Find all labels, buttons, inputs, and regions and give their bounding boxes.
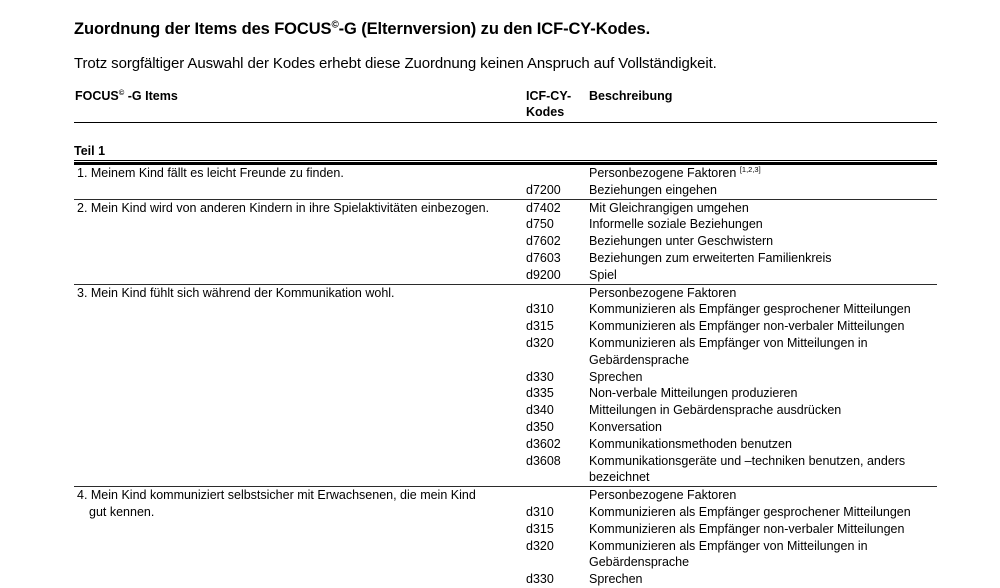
description-text: Personbezogene Faktoren (589, 285, 737, 300)
code-description (589, 385, 937, 402)
code-line (526, 402, 937, 419)
icf-code: d3602 (526, 436, 561, 451)
icf-code: d320 (526, 335, 554, 350)
code-lines (526, 200, 937, 284)
code-line (526, 216, 937, 233)
description-text: Sprechen (589, 369, 643, 384)
code-line (526, 233, 937, 250)
items-header-text: FOCUS (75, 89, 119, 103)
icf-code: d750 (526, 217, 554, 232)
code-description (589, 571, 937, 588)
title-text-continued: -G (Elternversion) zu den ICF-CY-Kodes. (338, 20, 651, 38)
description-text: Personbezogene Faktoren [1,2,3] (589, 164, 761, 180)
icf-code: d330 (526, 369, 554, 384)
code-line (526, 267, 937, 284)
icf-code: d310 (526, 504, 554, 519)
table-row (74, 487, 937, 588)
code-line (526, 521, 937, 538)
code-description (589, 200, 937, 217)
code-description (589, 250, 937, 267)
description-text: Mit Gleichrangigen umgehen (589, 200, 749, 215)
icf-code: d7602 (526, 234, 561, 249)
icf-code: d350 (526, 419, 554, 434)
code-line (526, 504, 937, 521)
description-text: Kommunikationsmethoden benutzen (589, 436, 792, 451)
code-description (589, 216, 937, 233)
code-description (589, 402, 937, 419)
column-header-codes: ICF-CY-Kodes (526, 89, 572, 119)
copyright-superscript: © (331, 19, 339, 31)
code-line (526, 285, 937, 302)
code-line (526, 436, 937, 453)
description-text: Kommunizieren als Empfänger von Mitteilungen in (589, 335, 868, 350)
description-text: Kommunizieren als Empfänger gesprochener Mitteilungen (589, 302, 911, 317)
code-description (589, 182, 937, 199)
icf-code: d340 (526, 403, 554, 418)
icf-code: d330 (526, 572, 554, 587)
icf-code: d3608 (526, 453, 561, 468)
page-subtitle: Trotz sorgfältiger Auswahl der Kodes erhebt diese Zuordnung keinen Anspruch auf Vollständigkeit. (74, 55, 717, 72)
code-line (526, 301, 937, 318)
code-line (526, 335, 937, 369)
code-description (589, 504, 937, 521)
code-description (589, 335, 937, 369)
code-line (526, 453, 937, 487)
code-lines (526, 165, 937, 199)
item-text: 4. Mein Kind kommuniziert selbstsicher mit Erwachsenen, die mein Kind (77, 488, 476, 503)
column-header-description: Beschreibung (589, 89, 673, 103)
code-line (526, 571, 937, 588)
item-text: 1. Meinem Kind fällt es leicht Freunde zu finden. (77, 166, 344, 180)
table-row (74, 200, 937, 285)
code-line (526, 182, 937, 199)
icf-code: d9200 (526, 267, 561, 282)
icf-code: d320 (526, 538, 554, 553)
code-description (589, 419, 937, 436)
item-cell (74, 200, 526, 284)
description-text: Kommunizieren als Empfänger von Mitteilungen in (589, 538, 868, 553)
description-text: Personbezogene Faktoren (589, 488, 737, 503)
code-line (526, 385, 937, 402)
code-line (526, 200, 937, 217)
item-text: gut kennen. (89, 504, 155, 519)
description-text: Sprechen (589, 572, 643, 587)
icf-code: d310 (526, 302, 554, 317)
description-text: Kommunizieren als Empfänger non-verbaler Mitteilungen (589, 521, 905, 536)
code-description (589, 369, 937, 386)
column-header-items (74, 88, 526, 120)
icf-code: d7603 (526, 250, 561, 265)
code-description (589, 285, 937, 302)
code-line (526, 487, 937, 504)
table-row (74, 165, 937, 200)
code-line (526, 318, 937, 335)
page-title (74, 20, 937, 39)
icf-code (526, 487, 589, 504)
icf-code (526, 285, 589, 302)
description-text: bezeichnet (589, 470, 650, 485)
icf-code (526, 165, 589, 182)
code-line (526, 369, 937, 386)
icf-code: d7402 (526, 200, 561, 215)
code-lines (526, 285, 937, 487)
description-text: Kommunizieren als Empfänger non-verbaler Mitteilungen (589, 319, 905, 334)
code-description (589, 487, 937, 504)
code-line (526, 165, 937, 182)
description-text: Informelle soziale Beziehungen (589, 217, 763, 232)
code-line (526, 538, 937, 572)
description-text: Spiel (589, 267, 617, 282)
description-text: Non-verbale Mitteilungen produzieren (589, 386, 798, 401)
code-line (526, 419, 937, 436)
code-lines (526, 487, 937, 588)
description-text: Beziehungen eingehen (589, 182, 717, 197)
table-row (74, 285, 937, 488)
description-text: Mitteilungen in Gebärdensprache ausdrücken (589, 403, 842, 418)
icf-code: d7200 (526, 182, 561, 197)
code-description (589, 453, 937, 487)
item-cell (74, 165, 526, 199)
icf-code: d315 (526, 521, 554, 536)
description-text: Kommunizieren als Empfänger gesprochener Mitteilungen (589, 504, 911, 519)
item-cell (74, 285, 526, 487)
description-text: Gebärdensprache (589, 555, 690, 570)
item-text: 2. Mein Kind wird von anderen Kindern in ihre Spielaktivitäten einbezogen. (77, 200, 490, 215)
code-description (589, 538, 937, 572)
code-description (589, 233, 937, 250)
description-text: Beziehungen zum erweiterten Familienkreis (589, 250, 832, 265)
code-description (589, 165, 937, 182)
items-header-text-continued: -G Items (124, 89, 178, 103)
code-description (589, 436, 937, 453)
description-text: Kommunikationsgeräte und –techniken benutzen, anders (589, 453, 906, 468)
footnote-marker: [1,2,3] (739, 164, 761, 174)
code-description (589, 301, 937, 318)
code-description (589, 521, 937, 538)
table-body (74, 165, 937, 588)
icf-code: d335 (526, 386, 554, 401)
code-line (526, 250, 937, 267)
description-text: Gebärdensprache (589, 352, 690, 367)
icf-code: d315 (526, 319, 554, 334)
code-description (589, 318, 937, 335)
description-text: Beziehungen unter Geschwistern (589, 234, 774, 249)
copyright-superscript: © (118, 87, 125, 97)
code-description (589, 267, 937, 284)
item-cell (74, 487, 526, 588)
title-text: Zuordnung der Items des FOCUS (74, 20, 332, 38)
table-header-row (74, 88, 937, 123)
item-text: 3. Mein Kind fühlt sich während der Kommunikation wohl. (77, 285, 395, 300)
section-header: Teil 1 (74, 123, 937, 161)
description-text: Konversation (589, 419, 662, 434)
